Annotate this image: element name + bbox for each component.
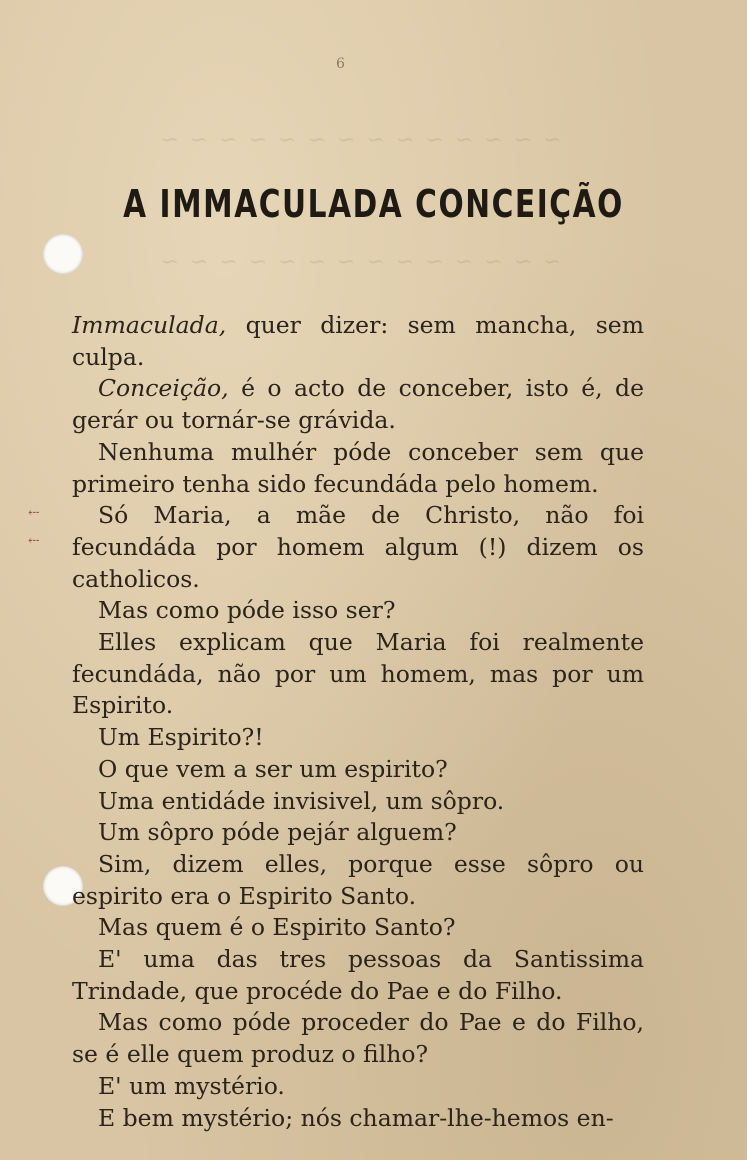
paragraph: Um sôpro póde pejár alguem? [98,818,457,847]
paragraph: Elles explicam que Maria foi realmente fecundáda, não por um homem, mas por um Espirito. [72,628,644,720]
paragraph: Nenhuma mulhér póde conceber sem que primeiro tenha sido fecundáda pelo homem. [72,437,644,498]
term-conceicao: Conceição, [98,374,229,403]
punch-hole-top [43,234,83,274]
paragraph: Mas quem é o Espirito Santo? [98,913,456,942]
paragraph: Mas como póde isso ser? [98,596,396,625]
paragraph [72,373,644,436]
paragraph: Mas como póde proceder do Pae e do Filho, se é elle quem produz o filho? [72,1008,644,1069]
paragraph-text: é o acto de conceber, isto é, de gerár ou tornár-se grávida. [72,374,644,435]
body-text [72,310,644,1134]
page-number: 6 [336,56,345,72]
paragraph: Um Espirito?! [98,723,264,752]
paragraph: E bem mystério; nós chamar-lhe-hemos en- [98,1103,614,1132]
margin-mark: ⤎ [28,533,40,549]
show-through-text: ~ ~ ~ ~ ~ ~ ~ ~ ~ ~ ~ ~ ~ ~ [158,250,562,275]
term-immaculada: Immaculada, [72,311,227,339]
paragraph: E' uma das tres pessoas da Santissima Trindade, que procéde do Pae e do Filho. [72,945,644,1005]
paragraph: O que vem a ser um espirito? [98,754,448,783]
paragraph [72,310,644,373]
page-title: A IMMACULADA CONCEIÇÃO [123,182,624,226]
paragraph: Uma entidáde invisivel, um sôpro. [98,786,505,815]
paragraph: Só Maria, a mãe de Christo, não foi fecundáda por homem algum (!) dizem os catholicos. [72,501,644,593]
paragraph: E' um mystério. [98,1071,285,1100]
show-through-text: ~ ~ ~ ~ ~ ~ ~ ~ ~ ~ ~ ~ ~ ~ [158,128,562,153]
paragraph-text: quer dizer: sem mancha, sem culpa. [72,311,644,371]
paragraph: Sim, dizem elles, porque esse sôpro ou espirito era o Espirito Santo. [72,849,644,910]
margin-mark: ⤎ [28,505,40,521]
